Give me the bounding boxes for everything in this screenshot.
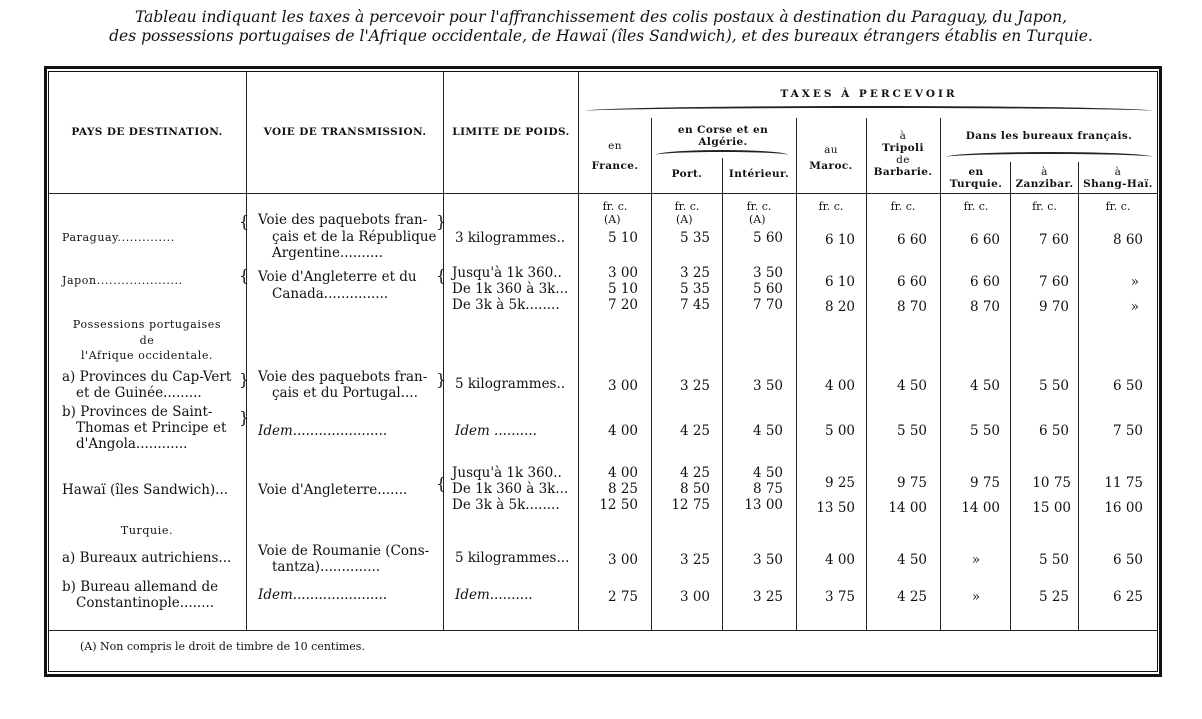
cell-value: 4 00 <box>607 465 638 481</box>
title-line-1: Tableau indiquant les taxes à percevoir pour l'affranchissement des colis postaux à destination du Paraguay, du Japon, <box>135 8 1067 26</box>
header-pays: PAYS DE DESTINATION. <box>71 126 223 138</box>
cell-value: 6 60 <box>896 232 927 248</box>
header-maroc-2: Maroc. <box>809 160 853 172</box>
brace: { <box>436 474 447 493</box>
cell-value: 8 60 <box>1112 232 1143 248</box>
cell-value: 3 25 <box>679 265 710 281</box>
cell-value: » <box>1130 274 1139 290</box>
header-maroc-1: au <box>824 144 838 156</box>
header-taxes: TAXES À PERCEVOIR <box>780 88 958 100</box>
cell-value: 15 00 <box>1032 500 1071 516</box>
cell-value: 14 00 <box>961 500 1000 516</box>
cell-value: 8 20 <box>824 299 855 315</box>
cell-value: 12 50 <box>599 497 638 513</box>
cell-value: 3 25 <box>752 589 783 605</box>
row-capvert-pays: et de Guinée......... <box>76 385 202 401</box>
row-saint-thomas-pays: Thomas et Principe et <box>76 420 227 436</box>
row-japon-limite: De 3k à 5k........ <box>452 297 560 313</box>
note-marker: (A) <box>604 213 621 226</box>
cell-value: 4 00 <box>824 552 855 568</box>
unit-label: fr. c. <box>1032 200 1057 213</box>
brace: { <box>436 266 447 285</box>
row-paraguay-voie: Argentine.......... <box>272 245 383 261</box>
row-japon-limite: De 1k 360 à 3k... <box>452 281 569 297</box>
cell-value: 7 50 <box>1112 423 1143 439</box>
cell-value: 5 60 <box>752 281 783 297</box>
unit-label: fr. c. <box>674 200 700 213</box>
cell-value: 5 00 <box>824 423 855 439</box>
cell-value: 8 50 <box>679 481 710 497</box>
unit-label: fr. c. <box>963 200 989 213</box>
row-japon-voie: Canada............... <box>272 286 389 302</box>
cell-value: 4 50 <box>752 465 783 481</box>
header-zanzibar-2: Zanzibar. <box>1015 178 1074 190</box>
header-corse: en Corse et en Algérie. <box>677 124 769 148</box>
header-tripoli-2: Tripoli <box>882 142 924 154</box>
title-line-2: des possessions portugaises de l'Afrique occidentale, de Hawaï (îles Sandwich), et des bureaux étrangers établis en Turquie. <box>109 27 1093 45</box>
cell-value: 7 70 <box>752 297 783 313</box>
cell-value: 6 50 <box>1112 378 1143 394</box>
cell-value: 6 50 <box>1038 423 1069 439</box>
cell-value: 6 60 <box>969 274 1000 290</box>
brace: { <box>239 212 250 231</box>
footer-divider <box>48 630 1158 631</box>
row-allemand-limite: Idem.......... <box>455 587 533 603</box>
cell-value: 10 75 <box>1032 475 1071 491</box>
cell-value: 8 70 <box>969 299 1000 315</box>
row-paraguay-limite: 3 kilogrammes.. <box>455 230 566 246</box>
note-marker: (A) <box>749 213 766 226</box>
brace: } <box>436 370 447 389</box>
unit-label: fr. c. <box>602 200 628 213</box>
cell-value: 5 50 <box>1038 552 1069 568</box>
cell-value: 4 50 <box>752 423 783 439</box>
header-bureaux: Dans les bureaux français. <box>965 130 1133 142</box>
header-shanghai-2: Shang-Haï. <box>1083 178 1153 190</box>
cell-value: 12 75 <box>671 497 710 513</box>
cell-value: 5 50 <box>896 423 927 439</box>
row-autrichiens-voie: Voie de Roumanie (Cons- <box>258 543 430 559</box>
cell-value: 7 20 <box>607 297 638 313</box>
row-paraguay-pays: Paraguay.............. <box>62 231 175 244</box>
cell-value: 3 00 <box>607 378 638 394</box>
cell-value: 7 60 <box>1038 274 1069 290</box>
cell-value: 3 25 <box>679 552 710 568</box>
row-allemand-voie: Idem...................... <box>258 587 388 603</box>
row-saint-thomas-limite: Idem .......... <box>455 423 537 439</box>
row-autrichiens-pays: a) Bureaux autrichiens... <box>62 550 232 566</box>
section-turquie: Turquie. <box>120 524 174 537</box>
cell-value: 5 35 <box>679 281 710 297</box>
row-hawai-limite: De 1k 360 à 3k... <box>452 481 569 497</box>
cell-value: 4 25 <box>679 465 710 481</box>
brace: } <box>239 370 250 389</box>
cell-value: 14 00 <box>888 500 927 516</box>
col-divider <box>443 72 444 630</box>
section-possessions: de <box>139 334 155 347</box>
cell-value: 8 25 <box>607 481 638 497</box>
cell-value: 2 75 <box>607 589 638 605</box>
row-paraguay-voie: çais et de la République <box>272 229 437 245</box>
cell-value: 9 70 <box>1038 299 1069 315</box>
cell-value: 4 50 <box>896 378 927 394</box>
cell-value: 3 00 <box>607 552 638 568</box>
cell-value: » <box>971 552 981 568</box>
unit-label: fr. c. <box>818 200 844 213</box>
row-saint-thomas-voie: Idem...................... <box>258 423 388 439</box>
header-tripoli-3: de <box>896 154 910 166</box>
corse-brace <box>656 150 788 160</box>
row-japon-voie: Voie d'Angleterre et du <box>258 269 417 285</box>
cell-value: 5 10 <box>607 281 638 297</box>
cell-value: 3 50 <box>752 265 783 281</box>
row-autrichiens-limite: 5 kilogrammes... <box>455 550 570 566</box>
cell-value: 4 25 <box>896 589 927 605</box>
cell-value: 5 60 <box>752 230 783 246</box>
cell-value: 3 00 <box>679 589 710 605</box>
cell-value: 6 10 <box>824 232 855 248</box>
header-turquie-1: en <box>968 166 984 178</box>
cell-value: » <box>971 589 981 605</box>
header-port: Port. <box>671 168 703 180</box>
row-hawai-limite: De 3k à 5k........ <box>452 497 560 513</box>
cell-value: 4 50 <box>896 552 927 568</box>
cell-value: 3 75 <box>824 589 855 605</box>
row-saint-thomas-pays: d'Angola............ <box>76 436 188 452</box>
row-capvert-voie: Voie des paquebots fran- <box>258 369 428 385</box>
brace: } <box>239 408 250 427</box>
note-marker: (A) <box>676 213 693 226</box>
cell-value: 7 60 <box>1038 232 1069 248</box>
cell-value: 4 25 <box>679 423 710 439</box>
header-tripoli-4: Barbarie. <box>873 166 933 178</box>
col-divider <box>246 72 247 630</box>
unit-label: fr. c. <box>746 200 772 213</box>
header-france-1: en <box>608 140 622 152</box>
row-capvert-limite: 5 kilogrammes.. <box>455 376 566 392</box>
cell-value: 5 25 <box>1038 589 1069 605</box>
header-tripoli-1: à <box>899 130 907 142</box>
cell-value: 6 10 <box>824 274 855 290</box>
cell-value: 5 50 <box>1038 378 1069 394</box>
cell-value: 5 50 <box>969 423 1000 439</box>
row-japon-limite: Jusqu'à 1k 360.. <box>452 265 562 281</box>
taxes-brace <box>586 106 1152 116</box>
row-allemand-pays: b) Bureau allemand de <box>62 579 219 595</box>
unit-label: fr. c. <box>1105 200 1131 213</box>
cell-value: 3 50 <box>752 552 783 568</box>
cell-value: 6 25 <box>1112 589 1143 605</box>
cell-value: 11 75 <box>1104 475 1143 491</box>
cell-value: » <box>1130 299 1139 315</box>
cell-value: 7 45 <box>679 297 710 313</box>
brace: } <box>436 212 447 231</box>
cell-value: 6 60 <box>969 232 1000 248</box>
cell-value: 6 60 <box>896 274 927 290</box>
row-allemand-pays: Constantinople........ <box>76 595 215 611</box>
section-possessions: Possessions portugaises <box>72 318 222 331</box>
cell-value: 5 10 <box>607 230 638 246</box>
bureaux-brace <box>946 152 1152 162</box>
cell-value: 3 25 <box>679 378 710 394</box>
cell-value: 13 00 <box>744 497 783 513</box>
row-capvert-pays: a) Provinces du Cap-Vert <box>62 369 232 385</box>
header-interieur: Intérieur. <box>728 168 790 180</box>
cell-value: 16 00 <box>1104 500 1143 516</box>
cell-value: 5 35 <box>679 230 710 246</box>
brace: { <box>239 266 250 285</box>
cell-value: 3 50 <box>752 378 783 394</box>
unit-label: fr. c. <box>890 200 916 213</box>
row-hawai-pays: Hawaï (îles Sandwich)... <box>62 482 229 498</box>
col-divider <box>940 118 941 630</box>
row-paraguay-voie: Voie des paquebots fran- <box>258 212 428 228</box>
col-divider <box>578 72 579 630</box>
row-capvert-voie: çais et du Portugal.... <box>272 385 418 401</box>
row-japon-pays: Japon..................... <box>62 274 183 287</box>
row-hawai-voie: Voie d'Angleterre....... <box>258 482 408 498</box>
cell-value: 8 75 <box>752 481 783 497</box>
header-limite: LIMITE DE POIDS. <box>452 126 570 138</box>
header-voie: VOIE DE TRANSMISSION. <box>263 126 427 138</box>
cell-value: 8 70 <box>896 299 927 315</box>
header-zanzibar-1: à <box>1041 166 1048 178</box>
footnote: (A) Non compris le droit de timbre de 10 centimes. <box>80 640 365 653</box>
row-hawai-limite: Jusqu'à 1k 360.. <box>452 465 562 481</box>
cell-value: 9 25 <box>824 475 855 491</box>
cell-value: 4 50 <box>969 378 1000 394</box>
cell-value: 9 75 <box>896 475 927 491</box>
cell-value: 3 00 <box>607 265 638 281</box>
cell-value: 4 00 <box>824 378 855 394</box>
row-autrichiens-voie: tantza).............. <box>272 559 381 575</box>
cell-value: 4 00 <box>607 423 638 439</box>
cell-value: 9 75 <box>969 475 1000 491</box>
cell-value: 6 50 <box>1112 552 1143 568</box>
cell-value: 13 50 <box>816 500 855 516</box>
row-saint-thomas-pays: b) Provinces de Saint- <box>62 404 213 420</box>
section-possessions: l'Afrique occidentale. <box>80 349 214 362</box>
header-turquie-2: Turquie. <box>949 178 1003 190</box>
header-shanghai-1: à <box>1114 166 1122 178</box>
header-divider <box>48 193 1158 194</box>
header-france-2: France. <box>591 160 639 172</box>
